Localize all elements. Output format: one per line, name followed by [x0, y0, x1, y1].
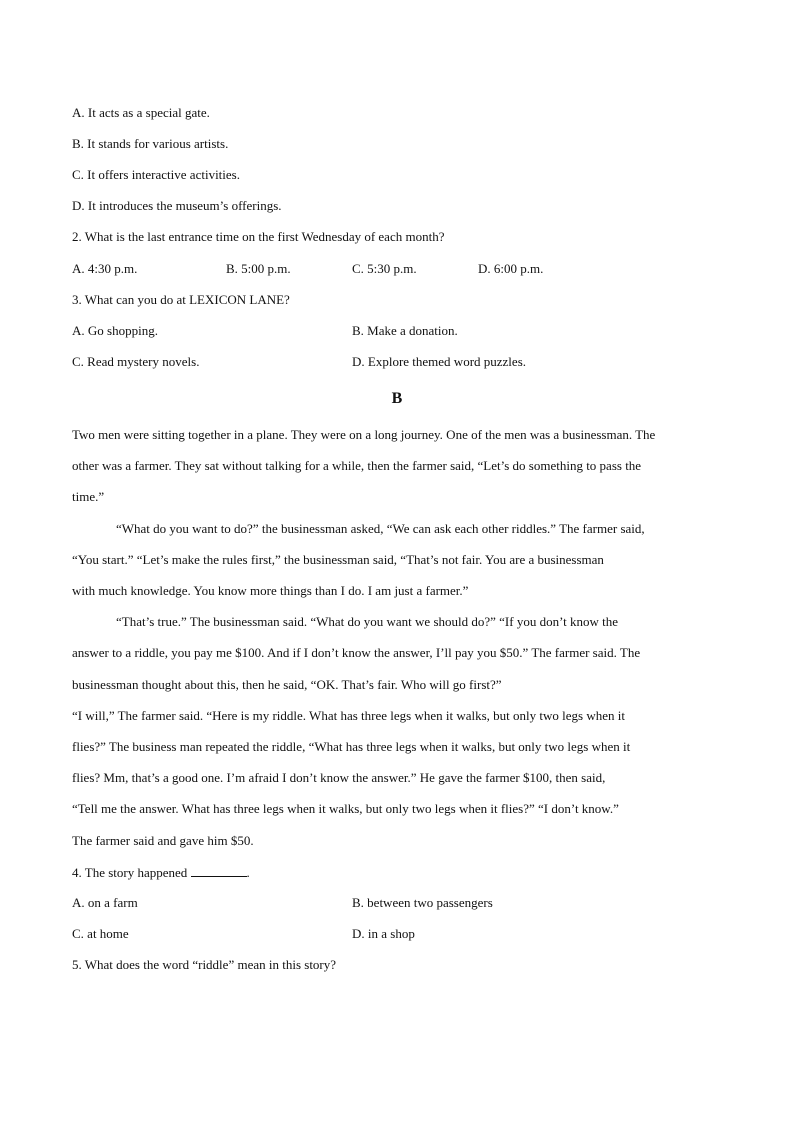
passage-line: with much knowledge. You know more things than I do. I am just a farmer.” [72, 583, 469, 598]
q4-stem-end: . [246, 865, 250, 880]
passage-line: flies?” The business man repeated the riddle, “What has three legs when it walks, but only two legs when it [72, 739, 631, 754]
q2-option-c: C. 5:30 p.m. [352, 261, 417, 276]
q3-option-b: B. Make a donation. [352, 323, 458, 338]
q4-option-b: B. between two passengers [352, 895, 493, 910]
q4-option-d: D. in a shop [352, 926, 415, 941]
q3-option-c: C. Read mystery novels. [72, 354, 200, 369]
section-b-heading: B [391, 390, 403, 407]
q2-option-b: B. 5:00 p.m. [226, 261, 291, 276]
answer-blank [191, 864, 247, 877]
q1-option-c: C. It offers interactive activities. [72, 167, 240, 182]
passage-line: “What do you want to do?” the businessman asked, “We can ask each other riddles.” The farmer said, [116, 521, 645, 536]
q5-stem: 5. What does the word “riddle” mean in this story? [72, 957, 337, 972]
q1-option-b: B. It stands for various artists. [72, 136, 229, 151]
q4-option-c: C. at home [72, 926, 129, 941]
passage-line: “Tell me the answer. What has three legs when it walks, but only two legs when it flies?” “I don’t know.” [72, 801, 619, 816]
passage-line: flies? Mm, that’s a good one. I’m afraid I don’t know the answer.” He gave the farmer $100, then said, [72, 770, 606, 785]
passage-line: “That’s true.” The businessman said. “What do you want we should do?” “If you don’t know the [116, 614, 619, 629]
q2-stem: 2. What is the last entrance time on the first Wednesday of each month? [72, 229, 445, 244]
passage-line: “I will,” The farmer said. “Here is my riddle. What has three legs when it walks, but only two legs when it [72, 708, 625, 723]
passage-line: answer to a riddle, you pay me $100. And if I don’t know the answer, I’ll pay you $50.” The farmer said. The [72, 645, 641, 660]
q2-option-d: D. 6:00 p.m. [478, 261, 544, 276]
q1-option-d: D. It introduces the museum’s offerings. [72, 198, 282, 213]
passage-line: businessman thought about this, then he said, “OK. That’s fair. Who will go first?” [72, 677, 502, 692]
q3-option-a: A. Go shopping. [72, 323, 158, 338]
q4-stem [72, 864, 714, 881]
q3-stem: 3. What can you do at LEXICON LANE? [72, 292, 290, 307]
passage-line: The farmer said and gave him $50. [72, 833, 254, 848]
passage-line: Two men were sitting together in a plane. They were on a long journey. One of the men was a businessman. The [72, 427, 656, 442]
passage-line: other was a farmer. They sat without talking for a while, then the farmer said, “Let’s do something to pass the [72, 458, 642, 473]
q4-option-a: A. on a farm [72, 895, 138, 910]
q1-option-a: A. It acts as a special gate. [72, 105, 210, 120]
q3-option-d: D. Explore themed word puzzles. [352, 354, 527, 369]
passage-line: “You start.” “Let’s make the rules first,” the businessman said, “That’s not fair. You are a businessman [72, 552, 604, 567]
q4-stem-text: 4. The story happened [72, 865, 188, 880]
q2-option-a: A. 4:30 p.m. [72, 261, 138, 276]
passage-line: time.” [72, 489, 105, 504]
